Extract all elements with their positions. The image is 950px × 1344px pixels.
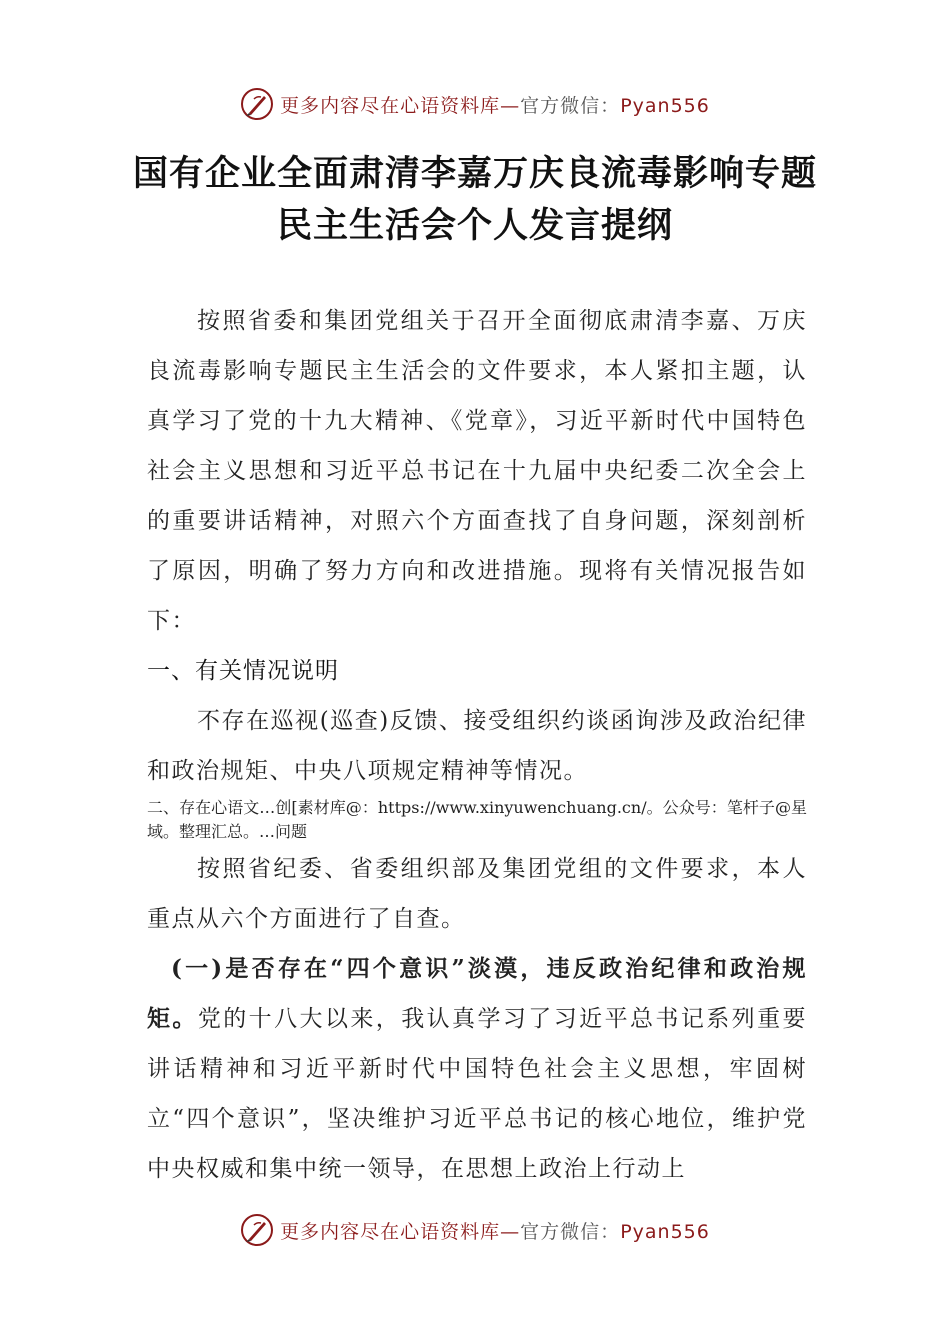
banner-handle-footer: Pyan556 (620, 1220, 710, 1243)
quill-pen-logo-icon (240, 87, 274, 121)
header-banner (0, 84, 950, 124)
section-heading-1: 一、有关情况说明 (147, 658, 339, 684)
banner-wechat-label-footer: 官方微信： (520, 1220, 621, 1243)
banner-text-footer (280, 1217, 710, 1244)
quill-pen-logo-icon (240, 1213, 274, 1247)
intro-paragraph: 按照省委和集团党组关于召开全面彻底肃清李嘉、万庆良流毒影响专题民主生活会的文件要求，本人紧扣主题，认真学习了党的十九大精神、《党章》，习近平新时代中国特色社会主义思想和习近平总书记在十九届中央纪委二次全会上的重要讲话精神，对照六个方面查找了自身问题，深刻剖析了原因，明确了努力方向和改进措施。现将有关情况报告如下： (147, 308, 807, 634)
section2-heading-note: 二、存在心语文…创[素材库@：https://www.xinyuwenchuang.cn/。公众号：笔杆子@星域。整理汇总。…问题 (147, 798, 807, 841)
banner-handle: Pyan556 (620, 94, 710, 117)
document-body (147, 296, 807, 1194)
section2-paragraph: 按照省纪委、省委组织部及集团党组的文件要求，本人重点从六个方面进行了自查。 (147, 856, 807, 932)
subsection1-lead: (一)是否存在“四个意识”淡漠，违反政治纪律和政治规矩。 (147, 955, 807, 1032)
banner-site: 更多内容尽在心语资料库 (280, 94, 501, 117)
banner-text (280, 91, 710, 118)
subsection1-body: 党的十八大以来，我认真学习了习近平总书记系列重要讲话精神和习近平新时代中国特色社会主义思想，牢固树立“四个意识”，坚决维护习近平总书记的核心地位，维护党中央权威和集中统一领导，在思想上政治上行动上 (147, 1006, 808, 1182)
footer-banner (0, 1210, 950, 1250)
subsection1-paragraph (147, 944, 807, 1194)
banner-dash-footer: — (500, 1220, 521, 1243)
section1-paragraph: 不存在巡视(巡查)反馈、接受组织约谈函询涉及政治纪律和政治规矩、中央八项规定精神等情况。 (147, 708, 807, 784)
page-title: 国有企业全面肃清李嘉万庆良流毒影响专题民主生活会个人发言提纲 (132, 154, 817, 246)
banner-dash: — (500, 94, 521, 117)
banner-wechat-label: 官方微信： (520, 94, 621, 117)
banner-site-footer: 更多内容尽在心语资料库 (280, 1220, 501, 1243)
